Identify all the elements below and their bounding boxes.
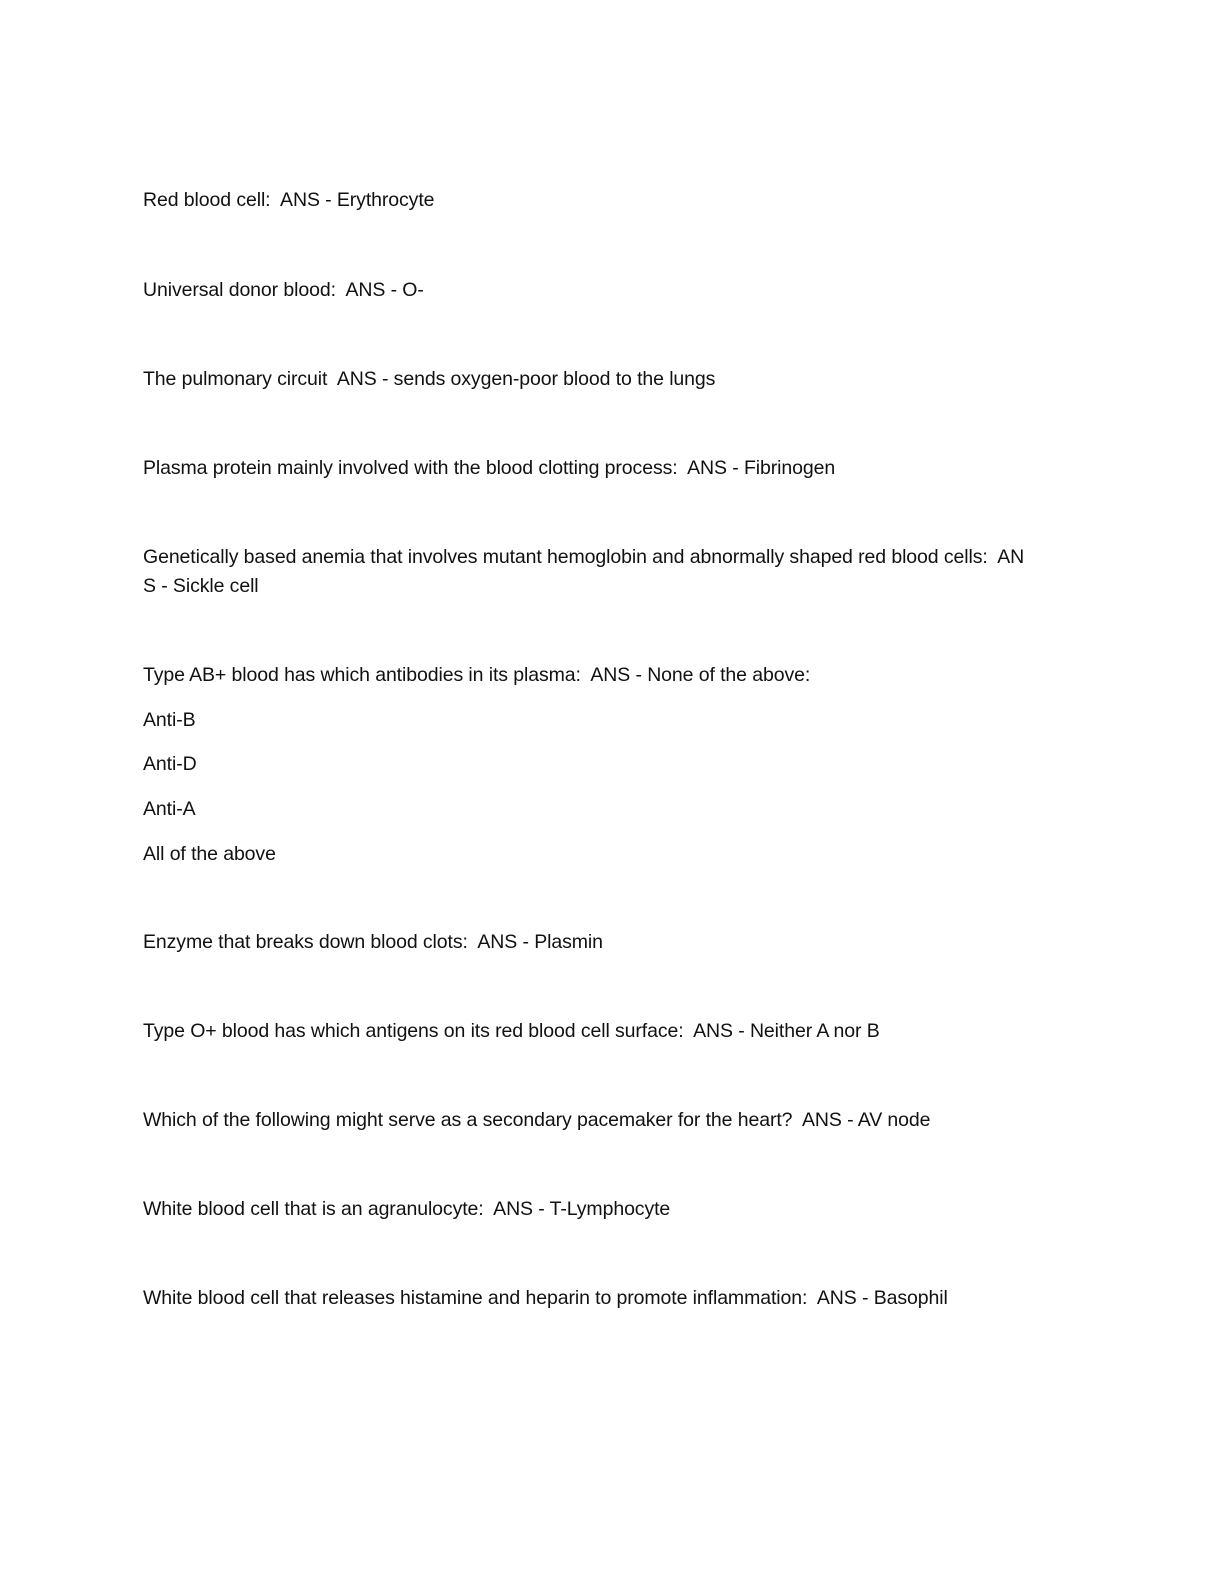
- qa-secondary-pacemaker: Which of the following might serve as a secondary pacemaker for the heart? ANS - AV node: [143, 1109, 931, 1131]
- qa-basophil: White blood cell that releases histamine and heparin to promote inflammation: ANS - Basophil: [143, 1287, 948, 1309]
- qa-sickle-cell-line-1: Genetically based anemia that involves mutant hemoglobin and abnormally shaped red blood cells: AN: [143, 546, 1025, 568]
- qa-sickle-cell-line-2: S - Sickle cell: [143, 575, 259, 597]
- qa-red-blood-cell: Red blood cell: ANS - Erythrocyte: [143, 189, 435, 211]
- qa-universal-donor: Universal donor blood: ANS - O-: [143, 279, 424, 301]
- qa-agranulocyte: White blood cell that is an agranulocyte: ANS - T-Lymphocyte: [143, 1198, 671, 1220]
- qa-ab-plus-antibodies: Type AB+ blood has which antibodies in its plasma: ANS - None of the above:: [143, 664, 811, 686]
- qa-pulmonary-circuit: The pulmonary circuit ANS - sends oxygen-poor blood to the lungs: [143, 368, 716, 390]
- qa-o-plus-antigens: Type O+ blood has which antigens on its red blood cell surface: ANS - Neither A nor B: [143, 1020, 880, 1042]
- qa-plasma-protein: Plasma protein mainly involved with the blood clotting process: ANS - Fibrinogen: [143, 457, 836, 479]
- qa-plasmin: Enzyme that breaks down blood clots: ANS - Plasmin: [143, 931, 603, 953]
- option-all-of-the-above: All of the above: [143, 843, 276, 865]
- option-anti-b: Anti-B: [143, 709, 196, 731]
- option-anti-a: Anti-A: [143, 798, 196, 820]
- option-anti-d: Anti-D: [143, 753, 197, 775]
